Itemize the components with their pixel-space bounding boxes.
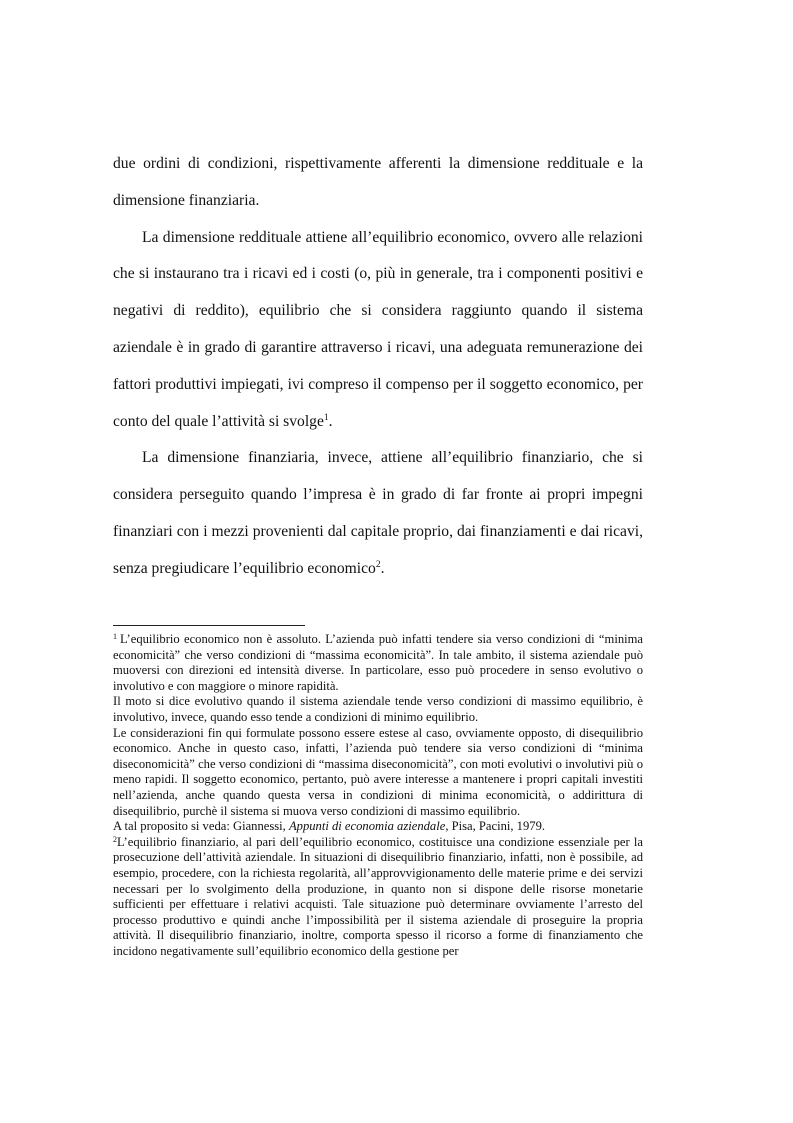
footnote-ref-2[interactable]: 2 (375, 559, 381, 570)
footnote-1-citation: A tal proposito si veda: Giannessi, Appunti di economia aziendale, Pisa, Pacini, 1979. (113, 819, 546, 834)
footnote-1: $^1$ L’equilibrio economico non è assoluto. L’azienda può infatti tendere sia verso condizioni di “minima economicità” che verso condizioni di “massima economicità”. In tale ambito, il sistema aziendale può muoversi con direzioni ed intensità diverse. In particolare, esso può procedere in senso evolutivo o involutivo e con maggiore o minore rapidità. (113, 632, 643, 693)
paragraph-2: La dimensione reddituale attiene all’equilibrio economico, ovvero alle relazioni che si instaurano tra i ricavi ed i costi (o, più in generale, tra i componenti positivi e negativi di reddito), equilibrio che si considera raggiunto quando il sistema aziendale è in grado di garantire attraverso i ricavi, una adeguata remunerazione dei fattori produttivi impiegati, ivi compreso il compenso per il soggetto economico, per conto del quale l’attività si svolge$^1$. (113, 228, 643, 430)
body-text (113, 146, 643, 588)
footnotes (113, 632, 643, 959)
footnote-separator (113, 625, 305, 626)
footnote-number-1: 1 (113, 632, 117, 641)
footnote-1-para-3: Le considerazioni fin qui formulate possono essere estese al caso, ovviamente opposto, di disequilibrio economico. Anche in questo caso, infatti, l’azienda può tendere sia verso condizioni di “minima diseconomicità” che verso condizioni di “massima diseconomicità”, con moti evolutivi o involutivi più o meno rapidi. Il soggetto economico, pertanto, può avere interesse a mantenere i propri capitali investiti nell’azienda, anche quando questa versa in condizioni di minima economicità, o addirittura di disequilibrio, purchè il sistema si muova verso condizioni di massimo equilibrio. (113, 725, 643, 818)
footnote-number-2: 2 (113, 834, 117, 844)
footnote-1-para-2: Il moto si dice evolutivo quando il sistema aziendale tende verso condizioni di massimo equilibrio, è involutivo, invece, quando esso tende a condizioni di minimo equilibrio. (113, 694, 643, 724)
footnote-2: $^2$L’equilibrio finanziario, al pari dell’equilibrio economico, costituisce una condizione essenziale per la prosecuzione dell’attività aziendale. In situazioni di disequilibrio finanziario, infatti, non è possibile, ad esempio, procedere, con la richiesta regolarità, all’approvvigionamento delle materie prime e dei servizi necessari per lo svolgimento della produzione, in quanto non si dispone delle risorse monetarie sufficienti per effettuare i relativi acquisti. Tale situazione può determinare ovviamente l’arresto del processo produttivo e quindi anche l’impossibilità per il sistema aziendale di proseguire la propria attività. Il disequilibrio finanziario, inoltre, comporta spesso il ricorso a forme di finanziamento che incidono negativamente sull’equilibrio economico della gestione per (113, 834, 643, 958)
cited-book-title: Appunti di economia aziendale (288, 819, 446, 834)
paragraph-3: La dimensione finanziaria, invece, attiene all’equilibrio finanziario, che si considera perseguito quando l’impresa è in grado di far fronte ai propri impegni finanziari con i mezzi provenienti dal capitale proprio, dai finanziamenti e dai ricavi, senza pregiudicare l’equilibrio economico$^2$. (113, 449, 643, 577)
paragraph-1: due ordini di condizioni, rispettivamente afferenti la dimensione reddituale e la dimensione finanziaria. (113, 155, 643, 209)
footnote-ref-1[interactable]: 1 (323, 412, 329, 423)
